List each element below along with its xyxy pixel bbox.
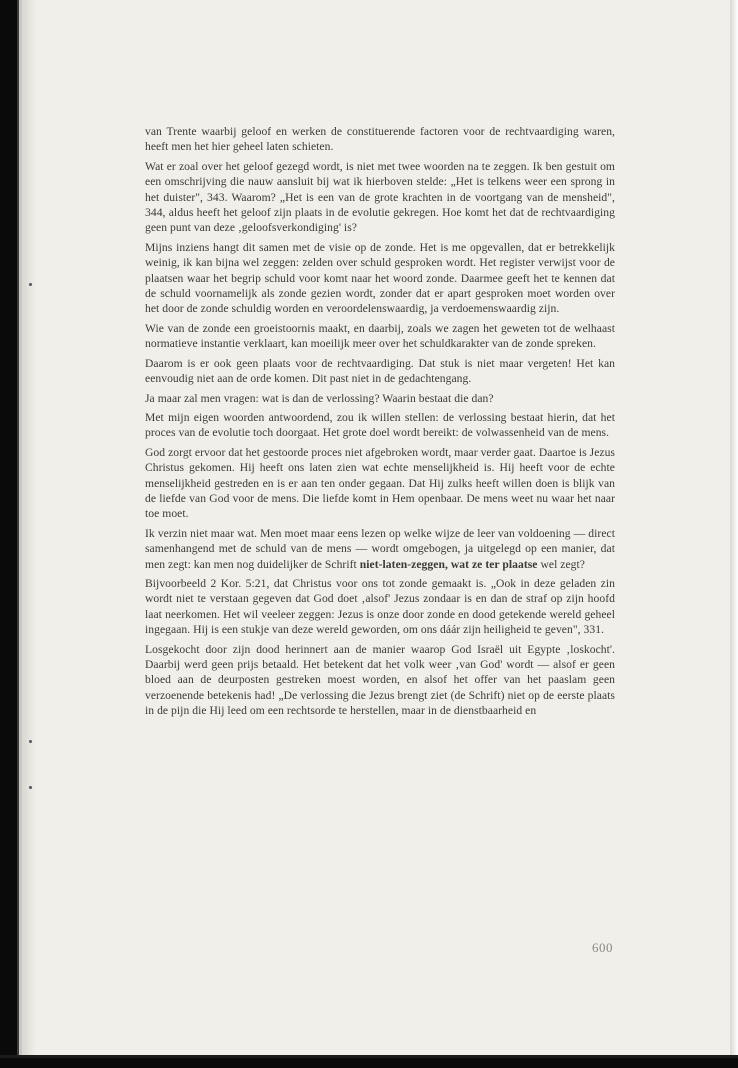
paragraph: Wie van de zonde een groeistoornis maakt, en daarbij, zoals we zagen het geweten tot de welhaast normatieve instantie verklaart, kan moeilijk meer over het schuldkarakter van de zonde spreken. bbox=[145, 321, 615, 351]
paragraph: Mijns inziens hangt dit samen met de visie op de zonde. Het is me opgevallen, dat er betrekkelijk weinig, ik kan bijna wel zeggen: zelden over schuld gesproken wordt. Het register verwijst voor de plaatsen waar het begrip schuld voor komt naar het woord zonde. Daarmee geeft het te kennen dat de schuld voornamelijk als zonde gezien wordt, zonder dat er apart gesproken moet worden over het door de zonde schuldig worden en veroordelenswaardig, ja verdoemenswaardig zijn. bbox=[145, 240, 615, 316]
scan-speck bbox=[29, 740, 32, 743]
paragraph: God zorgt ervoor dat het gestoorde proces niet afgebroken wordt, maar verder gaat. Daartoe is Jezus Christus gekomen. Hij heeft ons laten zien wat echte menselijkheid is. Hij heeft voor de echte menselijkheid gestreden en is er aan ten onder gegaan. Dat Hij zulks heeft willen doen is blijk van de liefde van God voor de mens. Die liefde komt in Hem openbaar. De mens weet nu waar het naar toe moet. bbox=[145, 445, 615, 521]
paragraph-text: Ik verzin niet maar wat. Men moet maar eens lezen op welke wijze de leer van voldoening — direct samenhangend met de schuld van de mens — wordt omgebogen, ja uitgelegd op een manier, dat men zegt: kan men nog duidelijker de Schrift bbox=[145, 526, 615, 571]
paragraph: Losgekocht door zijn dood herinnert aan de manier waarop God Israël uit Egypte ‚loskocht'. Daarbij werd geen prijs betaald. Het betekent dat het volk weer ‚van God' wordt — alsof er geen bloed aan de deurposten gestreken moest worden, en alsof het offer van het paaslam geen verzoenende betekenis had! „De verlossing die Jezus brengt ziet (de Schrift) niet op de eerste plaats in de pijn die Hij leed om een rechtsorde te herstellen, maar in de dienstbaarheid en bbox=[145, 642, 615, 718]
book-spine bbox=[0, 0, 22, 1068]
paragraph: Daarom is er ook geen plaats voor de rechtvaardiging. Dat stuk is niet maar vergeten! Het kan eenvoudig niet aan de orde komen. Dit past niet in de gedachtengang. bbox=[145, 356, 615, 386]
paragraph: van Trente waarbij geloof en werken de constituerende factoren voor de rechtvaardiging waren, heeft men het hier geheel laten schieten. bbox=[145, 125, 615, 154]
paragraph: Ja maar zal men vragen: wat is dan de verlossing? Waarin bestaat die dan? bbox=[145, 391, 494, 405]
page-shadow bbox=[22, 0, 36, 1055]
page-number: 600 bbox=[592, 940, 613, 955]
paragraph: Wat er zoal over het geloof gezegd wordt, is niet met twee woorden na te zeggen. Ik ben gestuit om een omschrijving die nauw aansluit bij wat ik hierboven stelde: „Het is telkens weer een sprong in het duister", 343. Waarom? „Het is een van de grote krachten in de voortgang van de mensheid", 344, aldus heeft het geloof zijn plaats in de evolutie gekregen. Hoe komt het dat de rechtvaardiging geen punt van deze ‚geloofsverkondiging' is? bbox=[145, 159, 615, 235]
page-edge-right bbox=[730, 0, 738, 1068]
bold-emphasis: niet-laten-zeggen, wat ze ter plaatse bbox=[359, 557, 538, 571]
paragraph-schrift bbox=[145, 526, 615, 572]
scan-speck bbox=[29, 283, 32, 286]
page-edge-bottom bbox=[0, 1055, 738, 1068]
paragraph: Met mijn eigen woorden antwoordend, zou ik willen stellen: de verlossing bestaat hierin, dat het proces van de evolutie toch doorgaat. Het grote doel wordt bereikt: de volwassenheid van de mens. bbox=[145, 410, 615, 440]
body-text bbox=[145, 124, 615, 723]
scan-speck bbox=[29, 786, 32, 789]
paragraph-text: wel zegt? bbox=[537, 557, 585, 571]
paragraph: Bijvoorbeeld 2 Kor. 5:21, dat Christus voor ons tot zonde gemaakt is. „Ook in deze geladen zin wordt niet te verstaan gegeven dat God doet ‚alsof' Jezus zondaar is en dan de straf op zijn hoofd laat neerkomen. Het wil veeleer zeggen: Jezus is onze door zonde en dood getekende wereld geheel ingegaan. Hij is een stukje van deze wereld geworden, om ons dáár zijn heiligheid te geven", 331. bbox=[145, 576, 615, 637]
